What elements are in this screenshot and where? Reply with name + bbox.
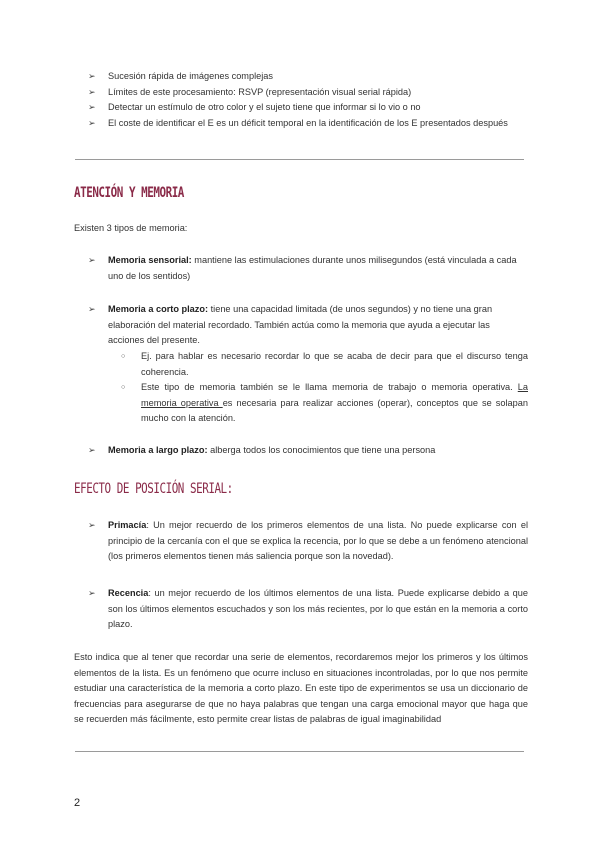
arrow-bullet-icon: ➢ <box>88 304 96 314</box>
serial-effect-list-recencia <box>78 586 528 633</box>
serial-effect-list-primacia <box>78 518 528 565</box>
sub-list-item: ○ Este tipo de memoria también se le llama memoria de trabajo o memoria operativa. La memoria operativa es necesaria para realizar acciones (operar), conceptos que se solapan mucho con la atención. <box>121 382 528 423</box>
list-item: ➢ Sucesión rápida de imágenes complejas <box>78 69 528 85</box>
arrow-bullet-icon: ➢ <box>88 102 96 112</box>
arrow-bullet-icon: ➢ <box>88 445 96 455</box>
section-heading-efecto-posicion-serial: EFECTO DE POSICIÓN SERIAL: <box>74 481 233 497</box>
arrow-bullet-icon: ➢ <box>88 117 96 128</box>
term-primacia: Primacía <box>108 520 147 530</box>
term-recencia: Recencia <box>108 588 149 598</box>
corto-plazo-sublist <box>108 349 528 427</box>
arrow-bullet-icon: ➢ <box>88 71 96 81</box>
circle-bullet-icon: ○ <box>121 353 126 360</box>
top-bullet-list <box>78 69 528 131</box>
list-item: ➢ Primacía: Un mejor recuerdo de los primeros elementos de una lista. No puede explicarse con el principio de la cercanía con el que se explica la recencia, por lo que se debe a un fenómeno atencional (los primeros elementos tienen más saliencia porque son la novedad). <box>88 520 528 561</box>
term-memoria-corto-plazo: Memoria a corto plazo: <box>108 304 209 314</box>
arrow-bullet-icon: ➢ <box>88 86 96 97</box>
list-item: ➢ Memoria a largo plazo: alberga todos los conocimientos que tiene una persona <box>78 443 528 459</box>
list-item: ➢ Memoria a corto plazo: tiene una capacidad limitada (de unos segundos) y no tiene una gran elaboración del material recordado. También actúa como la memoria que ayuda a ejecutar las acciones del presente. <box>88 304 493 345</box>
underlined-term: La memoria operativa <box>141 382 528 408</box>
list-item: ➢ Recencia: un mejor recuerdo de los últimos elementos de una lista. Puede explicarse debido a que son los últimos elementos escuchados y son los más recientes, por lo que están en la memoria a corto plazo. <box>88 588 528 629</box>
section-heading-atencion-memoria: ATENCIÓN Y MEMORIA <box>74 185 184 201</box>
list-item: ➢ Memoria sensorial: mantiene las estimulaciones durante unos milisegundos (está vinculada a cada uno de los sentidos) <box>88 255 517 281</box>
sub-list-item: ○ Ej. para hablar es necesario recordar lo que se acaba de decir para que el discurso tenga coherencia. <box>121 351 528 377</box>
memory-type-list-largo <box>78 443 528 459</box>
list-item: ➢ Detectar un estímulo de otro color y el sujeto tiene que informar si lo vio o no <box>78 100 528 116</box>
list-item: ➢ Límites de este procesamiento: RSVP (representación visual serial rápida) <box>78 85 528 101</box>
divider <box>75 159 524 160</box>
section-intro: Existen 3 tipos de memoria: <box>74 223 188 233</box>
arrow-bullet-icon: ➢ <box>88 520 96 530</box>
memory-type-list-corto <box>78 302 528 349</box>
list-item: ➢ El coste de identificar el E es un déficit temporal en la identificación de los E presentados después <box>78 116 528 132</box>
term-memoria-sensorial: Memoria sensorial: <box>108 255 192 265</box>
memory-type-list-sensorial <box>78 253 528 284</box>
arrow-bullet-icon: ➢ <box>88 588 96 598</box>
circle-bullet-icon: ○ <box>121 384 126 391</box>
divider <box>75 751 524 752</box>
arrow-bullet-icon: ➢ <box>88 255 96 265</box>
term-memoria-largo-plazo: Memoria a largo plazo: <box>108 445 208 455</box>
body-paragraph: Esto indica que al tener que recordar una serie de elementos, recordaremos mejor los primeros y los últimos elementos de la lista. Es un fenómeno que ocurre incluso en situaciones incontroladas, por lo que nos permite estudiar una característica de la memoria a corto plazo. En este tipo de experimentos se usa un diccionario de frecuencias para asegurarse de que no haya palabras que tengan una carga emocional mayor que haga que se recuerden más fácilmente, esto permite crear listas de palabras de igual imaginabilidad <box>74 652 528 724</box>
page-number: 2 <box>74 797 81 809</box>
